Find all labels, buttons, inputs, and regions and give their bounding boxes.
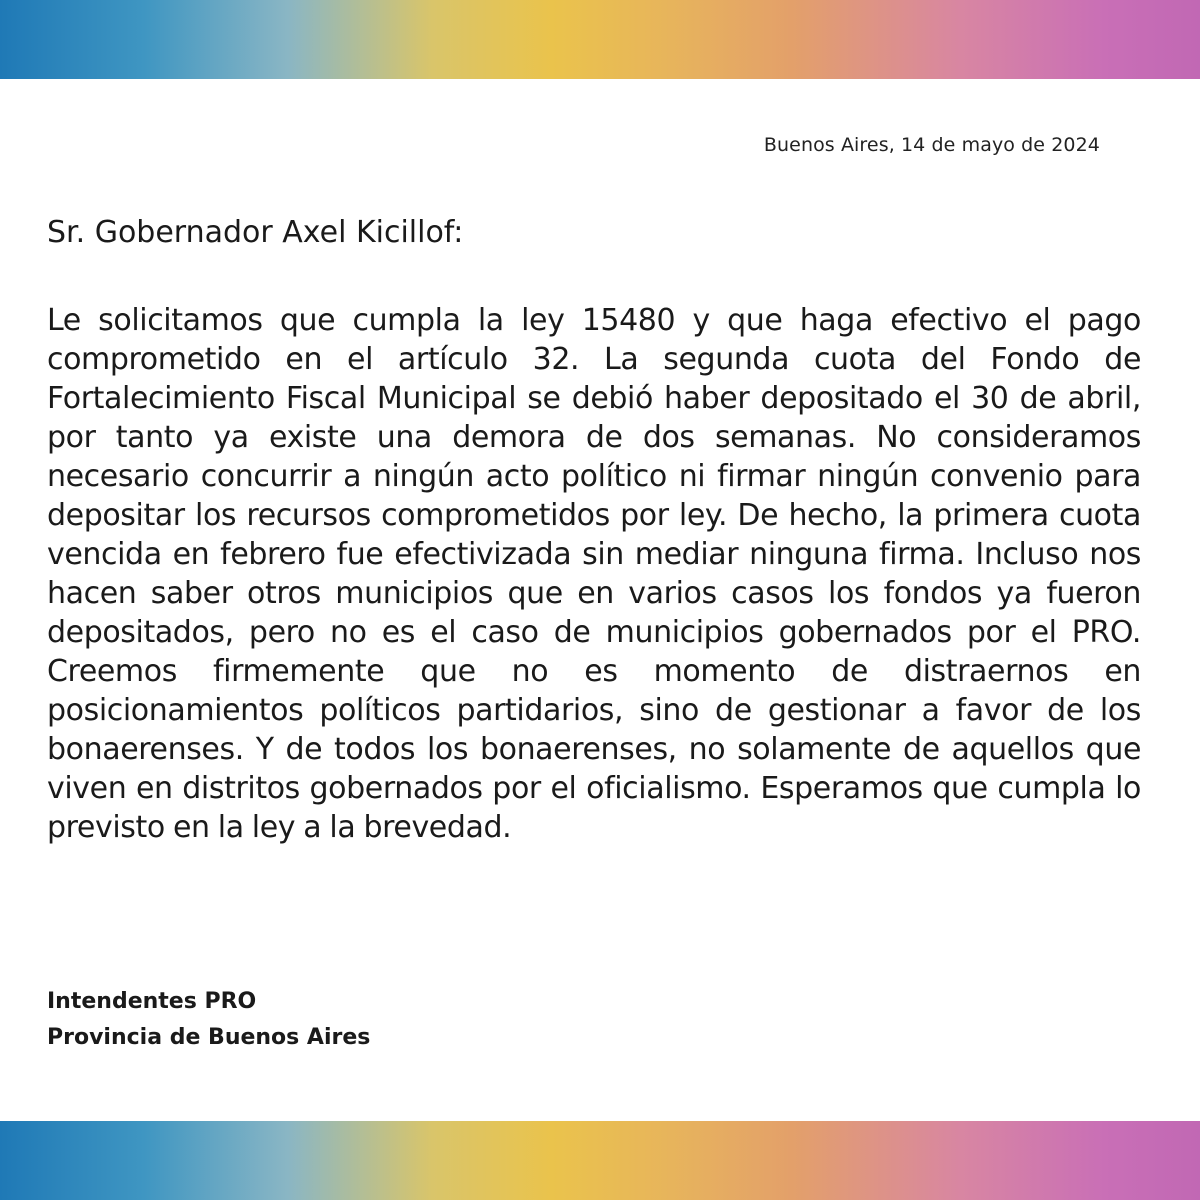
signature-line-1: Intendentes PRO (47, 989, 257, 1014)
signature-block (47, 984, 370, 1056)
signature-line-2: Provincia de Buenos Aires (47, 1025, 371, 1050)
letter-salutation: Sr. Gobernador Axel Kicillof: (47, 215, 464, 250)
top-gradient-band (0, 0, 1200, 79)
letter-date: Buenos Aires, 14 de mayo de 2024 (763, 134, 1100, 156)
letter-body: Le solicitamos que cumpla la ley 15480 y que haga efectivo el pago comprometido en el artículo 32. La segunda cuota del Fondo de Fortalecimiento Fiscal Municipal se debió haber depositado el 30 de abril, por tanto ya existe una demora de dos semanas. No consideramos necesario concurrir a ningún acto político ni firmar ningún convenio para depositar los recursos comprometidos por ley. De hecho, la primera cuota vencida en febrero fue efectivizada sin mediar ninguna firma. Incluso nos hacen saber otros municipios que en varios casos los fondos ya fueron depositados, pero no es el caso de municipios gobernados por el PRO. Creemos firmemente que no es momento de distraernos en posicionamientos políticos partidarios, sino de gestionar a favor de los bonaerenses. Y de todos los bonaerenses, no solamente de aquellos que viven en distritos gobernados por el oficialismo. Esperamos que cumpla lo previsto en la ley a la brevedad. (47, 303, 1141, 845)
bottom-gradient-band (0, 1121, 1200, 1200)
